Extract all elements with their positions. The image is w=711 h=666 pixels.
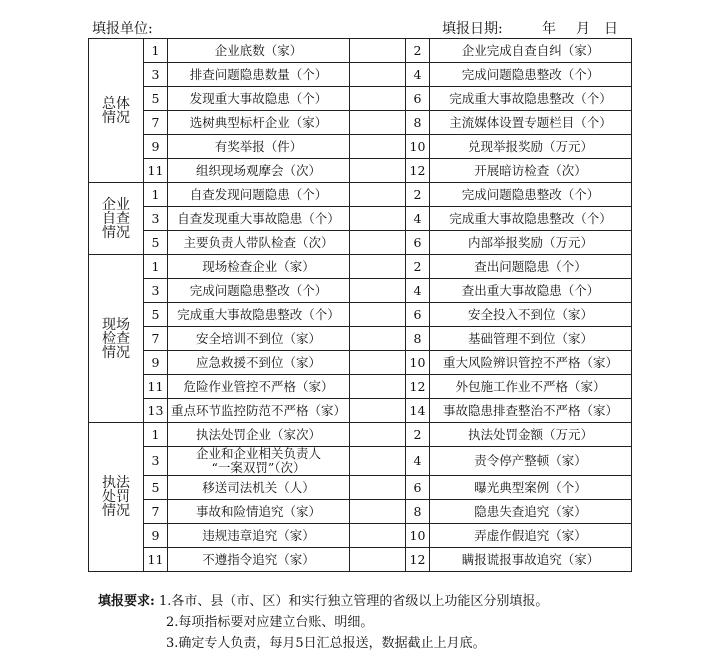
item-number: 7 [144,327,168,351]
item-label: 主流媒体设置专题栏目（个） [430,111,632,135]
year-label: 年 [542,21,556,37]
value-cell[interactable] [350,279,406,303]
item-number: 7 [144,111,168,135]
value-cell[interactable] [350,351,406,375]
item-label: 执法处罚金额（万元） [430,423,632,447]
item-label: 基础管理不到位（家） [430,327,632,351]
item-label: 自查发现问题隐患（个） [168,183,350,207]
item-label: 自查发现重大事故隐患（个） [168,207,350,231]
item-label: 完成重大事故隐患整改（个） [430,87,632,111]
item-label: 事故隐患排查整治不严格（家） [430,399,632,423]
item-number: 3 [144,63,168,87]
table-row [89,327,632,351]
value-cell[interactable] [350,524,406,548]
statistics-table [88,38,632,572]
table-row [89,476,632,500]
table-row [89,303,632,327]
item-number: 7 [144,500,168,524]
table-row [89,135,632,159]
table-row [89,255,632,279]
item-number: 4 [406,207,430,231]
item-number: 5 [144,476,168,500]
item-number: 8 [406,111,430,135]
item-label: 外包施工作业不严格（家） [430,375,632,399]
requirement-item-3: 3.确定专人负责，每月5日汇总报送，数据截止上月底。 [166,636,486,651]
table-row [89,351,632,375]
item-number: 3 [144,447,168,476]
item-number: 12 [406,548,430,572]
item-label: 企业完成自查自纠（家） [430,39,632,63]
item-label: 排查问题隐患数量（个） [168,63,350,87]
item-label: 完成问题隐患整改（个） [168,279,350,303]
value-cell[interactable] [350,476,406,500]
value-cell[interactable] [350,548,406,572]
value-cell[interactable] [350,111,406,135]
item-number: 5 [144,303,168,327]
item-number: 4 [406,447,430,476]
table-row [89,375,632,399]
item-number: 9 [144,351,168,375]
item-label: 安全投入不到位（家） [430,303,632,327]
item-label: 瞒报谎报事故追究（家） [430,548,632,572]
value-cell[interactable] [350,500,406,524]
value-cell[interactable] [350,63,406,87]
item-label: 事故和险情追究（家） [168,500,350,524]
table-row [89,231,632,255]
item-label: 组织现场观摩会（次） [168,159,350,183]
item-number: 10 [406,135,430,159]
item-label: 有奖举报（件） [168,135,350,159]
item-number: 10 [406,351,430,375]
item-label: 不遵指令追究（家） [168,548,350,572]
item-number: 12 [406,375,430,399]
item-number: 9 [144,135,168,159]
item-label: 违规违章追究（家） [168,524,350,548]
item-number: 1 [144,183,168,207]
item-number: 10 [406,524,430,548]
item-label: 重大风险辨识管控不严格（家） [430,351,632,375]
requirements-label: 填报要求: [98,594,155,609]
item-number: 1 [144,39,168,63]
value-cell[interactable] [350,231,406,255]
item-number: 11 [144,548,168,572]
item-label: 安全培训不到位（家） [168,327,350,351]
table-row [89,183,632,207]
item-label: 危险作业管控不严格（家） [168,375,350,399]
table-row [89,111,632,135]
item-number: 13 [144,399,168,423]
month-label: 月 [576,21,590,37]
value-cell[interactable] [350,375,406,399]
item-number: 14 [406,399,430,423]
item-label: 应急救援不到位（家） [168,351,350,375]
item-label: 内部举报奖励（万元） [430,231,632,255]
item-number: 5 [144,231,168,255]
item-number: 11 [144,375,168,399]
item-number: 8 [406,500,430,524]
table-row [89,207,632,231]
table-row [89,279,632,303]
table-row [89,548,632,572]
item-label: 完成重大事故隐患整改（个） [168,303,350,327]
table-row [89,447,632,476]
item-number: 12 [406,159,430,183]
section-overall: 总体 情况 [89,39,144,183]
table-row [89,524,632,548]
item-number: 6 [406,87,430,111]
requirement-item-2: 2.每项指标要对应建立台账、明细。 [166,615,374,630]
value-cell[interactable] [350,447,406,476]
item-number: 2 [406,183,430,207]
item-number: 6 [406,231,430,255]
requirement-item-1: 1.各市、县（市、区）和实行独立管理的省级以上功能区分别填报。 [158,594,549,609]
table-row [89,399,632,423]
item-number: 2 [406,423,430,447]
item-label: 完成问题隐患整改（个） [430,183,632,207]
item-label: 完成问题隐患整改（个） [430,63,632,87]
table-row [89,423,632,447]
item-label: 隐患失查追究（家） [430,500,632,524]
item-number: 11 [144,159,168,183]
section-enforcement-penalty: 执法 处罚 情况 [89,423,144,572]
item-label: 主要负责人带队检查（次） [168,231,350,255]
item-label: 查出重大事故隐患（个） [430,279,632,303]
item-label: 弄虚作假追究（家） [430,524,632,548]
item-number: 9 [144,524,168,548]
section-on-site-inspection: 现场 检查 情况 [89,255,144,423]
item-label: 现场检查企业（家） [168,255,350,279]
value-cell[interactable] [350,39,406,63]
value-cell[interactable] [350,207,406,231]
item-number: 3 [144,279,168,303]
filing-date-label: 填报日期: [442,21,503,37]
item-number: 4 [406,279,430,303]
item-label: 曝光典型案例（个） [430,476,632,500]
form-header [92,18,632,38]
item-label: 重点环节监控防范不严格（家） [168,399,350,423]
item-label: 企业底数（家） [168,39,350,63]
item-number: 2 [406,255,430,279]
table-row [89,63,632,87]
value-cell[interactable] [350,303,406,327]
item-label: 执法处罚企业（家次） [168,423,350,447]
table-row [89,39,632,63]
value-cell[interactable] [350,135,406,159]
item-label: 发现重大事故隐患（个） [168,87,350,111]
item-label: 选树典型标杆企业（家） [168,111,350,135]
value-cell[interactable] [350,87,406,111]
value-cell[interactable] [350,399,406,423]
item-number: 6 [406,476,430,500]
item-label: 完成重大事故隐患整改（个） [430,207,632,231]
day-label: 日 [604,21,618,37]
item-number: 2 [406,39,430,63]
item-label: 开展暗访检查（次） [430,159,632,183]
item-number: 4 [406,63,430,87]
table-row [89,159,632,183]
value-cell[interactable] [350,159,406,183]
table-row [89,87,632,111]
item-number: 8 [406,327,430,351]
value-cell[interactable] [350,255,406,279]
item-label: 兑现举报奖励（万元） [430,135,632,159]
item-number: 1 [144,423,168,447]
filing-unit-label: 填报单位: [92,21,153,37]
table-row [89,500,632,524]
item-label: 移送司法机关（人） [168,476,350,500]
item-label: 企业和企业相关负责人 “一案双罚”（次） [168,447,350,476]
item-number: 3 [144,207,168,231]
item-label: 责令停产整顿（家） [430,447,632,476]
value-cell[interactable] [350,423,406,447]
item-number: 6 [406,303,430,327]
value-cell[interactable] [350,327,406,351]
item-number: 5 [144,87,168,111]
section-enterprise-self-check: 企业 自查 情况 [89,183,144,255]
value-cell[interactable] [350,183,406,207]
item-number: 1 [144,255,168,279]
item-label: 查出问题隐患（个） [430,255,632,279]
